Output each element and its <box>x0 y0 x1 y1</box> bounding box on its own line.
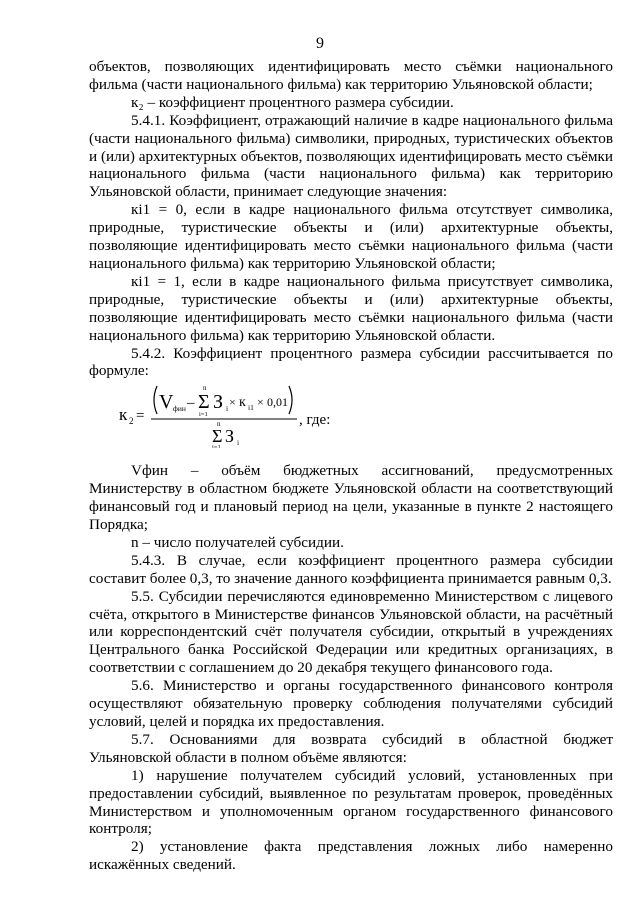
formula-times-1: × <box>229 395 236 410</box>
formula-graphic <box>119 380 379 448</box>
formula-v: V <box>159 391 174 414</box>
paragraph-ki1-one: кі1 = 1, если в кадре национального фильма присутствует символика, природные, туристические объекты и (или) архитектурные объекты, позволяющие идентифицировать место съёмки национального фильма (части национального фильма) как территорию Ульяновской области. <box>89 272 613 344</box>
paragraph-5-7: 5.7. Основаниями для возврата субсидий в областной бюджет Ульяновской области в полном объёме являются: <box>89 730 613 766</box>
formula-z: З <box>213 391 224 414</box>
paragraph-5-4-1: 5.4.1. Коэффициент, отражающий наличие в кадре национального фильма (части национального фильма) символики, природных, туристических объектов и (или) архитектурных объектов, позволяющих идентифицировать место съёмки национального фильма (части национального фильма) как территорию Ульяновской области, принимает следующие значения: <box>89 111 613 201</box>
formula-k: к <box>239 395 246 411</box>
document-body <box>89 58 613 874</box>
formula-sum-bottom: i=1 <box>199 411 208 419</box>
paragraph-5-7-item-2: 2) установление факта представления ложных либо намеренно искажённых сведений. <box>89 838 613 874</box>
paragraph-5-7-item-1: 1) нарушение получателем субсидий условий, установленных при предоставлении субсидий, выявленное по результатам проверок, проведённых Министерством и уполномоченным органом государственного финансового контроля; <box>89 766 613 838</box>
formula-k-sub: i1 <box>248 403 254 413</box>
page-number: 9 <box>316 35 324 52</box>
paragraph-5-4-2: 5.4.2. Коэффициент процентного размера субсидии рассчитывается по формуле: <box>89 344 613 380</box>
formula-den-z: З <box>225 426 235 447</box>
formula-den-z-sub: i <box>237 438 240 448</box>
formula-right-paren <box>289 386 292 414</box>
formula-lhs: к <box>119 405 128 425</box>
paragraph-vfin-definition: Vфин – объём бюджетных ассигнований, предусмотренных Министерству в областном бюджете Ульяновской области на соответствующий финансовый год и плановый период на цели, указанные в пункте 2 настоящего Порядка; <box>89 462 613 534</box>
formula-v-sub: фин <box>173 404 186 414</box>
formula-sum-top: n <box>203 384 207 393</box>
formula-left-paren <box>154 386 157 414</box>
formula-z-sub: i <box>226 404 229 414</box>
formula-den-sigma: Σ <box>212 426 223 447</box>
formula-equals: = <box>136 408 145 425</box>
formula-k2 <box>89 380 613 448</box>
paragraph-5-5: 5.5. Субсидии перечисляются единовременно Министерством с лицевого счёта, открытого в Министерстве финансов Ульяновской области, на расчётный или корреспондентский счёт получателя субсидии, открытый в учреждениях Центрального банка Российской Федерации или кредитных организациях, в соответствии с соглашением до 20 декабря текущего финансового года. <box>89 587 613 677</box>
paragraph-ki1-zero: кі1 = 0, если в кадре национального фильма отсутствует символика, природные, туристические объекты и (или) архитектурные объекты, позволяющие идентифицировать место съёмки национального фильма (части национального фильма) как территорию Ульяновской области; <box>89 201 613 272</box>
formula-factor: 0,01 <box>267 395 288 410</box>
formula-minus: – <box>187 395 195 412</box>
formula-times-2: × <box>257 395 264 410</box>
paragraph-n-definition: n – число получателей субсидии. <box>131 533 344 551</box>
formula-sigma: Σ <box>198 391 210 414</box>
formula-suffix: , где: <box>299 412 331 429</box>
paragraph-5-6: 5.6. Министерство и органы государственного финансового контроля осуществляют обязательную проверку соблюдения получателями субсидий условий, целей и порядка их предоставления. <box>89 677 613 730</box>
formula-den-sum-bottom: i=1 <box>212 444 221 449</box>
paragraph-5-4-3: 5.4.3. В случае, если коэффициент процентного размера субсидии составит более 0,3, то значение данного коэффициента принимается равным 0,3. <box>89 551 613 587</box>
formula-den-sum-top: n <box>217 420 221 429</box>
formula-lhs-sub: 2 <box>129 416 134 427</box>
paragraph-k2-definition: к₂ – коэффициент процентного размера субсидии. <box>131 93 454 111</box>
paragraph-continuation: объектов, позволяющих идентифицировать место съёмки национального фильма (части национального фильма) как территорию Ульяновской области; <box>89 58 613 93</box>
